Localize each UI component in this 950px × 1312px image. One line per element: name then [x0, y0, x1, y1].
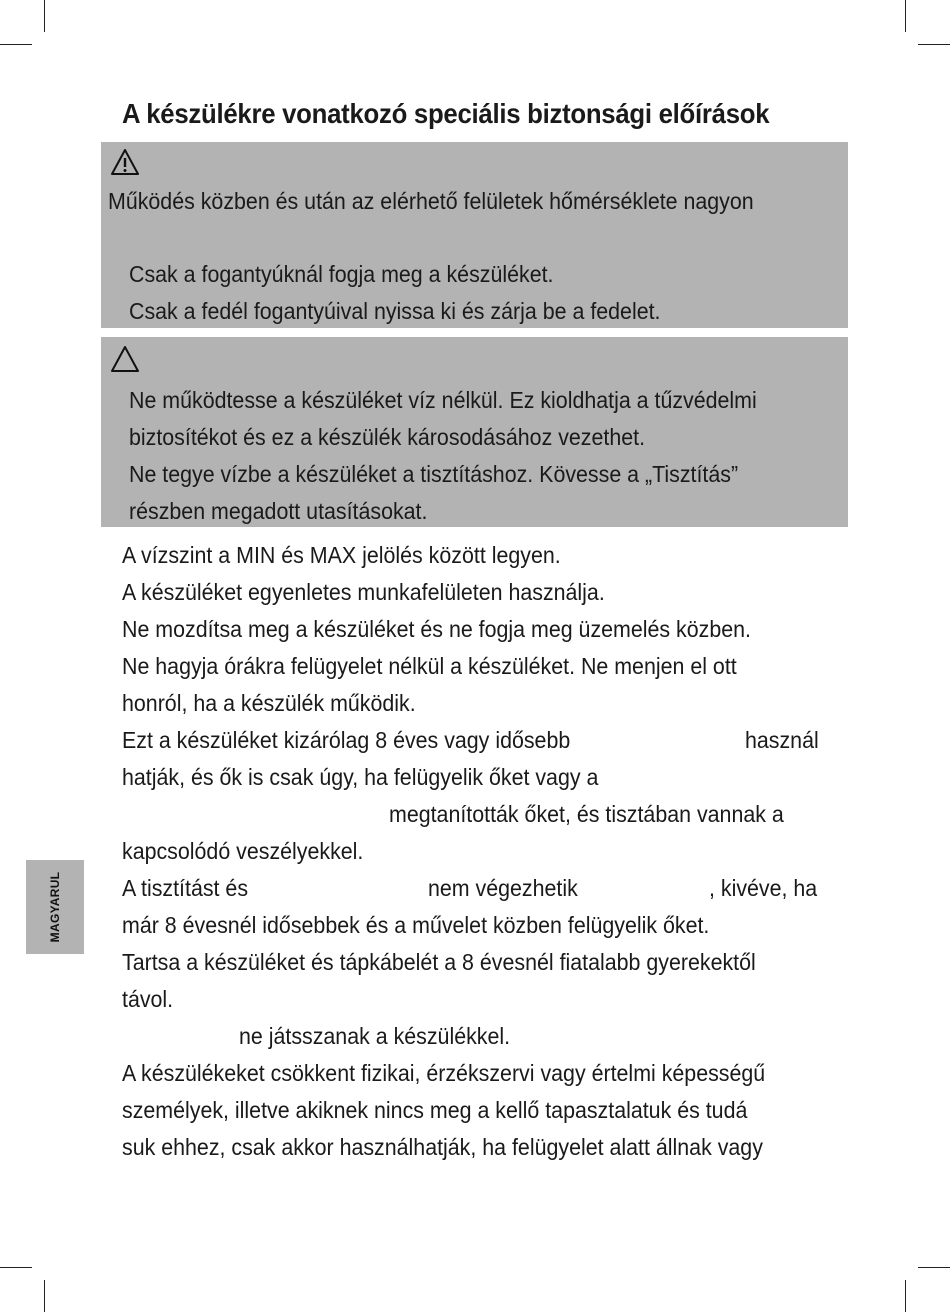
box1-line: Csak a fedél fogantyúival nyissa ki és zárja be a fedelet. — [129, 298, 661, 324]
body-line: nem végezhetik — [428, 875, 578, 901]
body-line: A készülékeket csökkent fizikai, érzékszervi vagy értelmi képességű — [122, 1060, 766, 1086]
crop-mark — [44, 1280, 45, 1312]
body-line: személyek, illetve akiknek nincs meg a kellő tapasztalatuk és tudá — [122, 1097, 748, 1123]
body-line: , kivéve, ha — [709, 875, 818, 901]
warning-triangle-icon — [110, 148, 140, 176]
body-line: honról, ha a készülék működik. — [122, 690, 416, 716]
body-line: suk ehhez, csak akkor használhatják, ha felügyelet alatt állnak vagy — [122, 1134, 763, 1160]
crop-mark — [44, 0, 45, 32]
page-title: A készülékre vonatkozó speciális biztonsági előírások — [122, 98, 770, 129]
crop-mark — [0, 44, 32, 45]
body-line: Ne mozdítsa meg a készüléket és ne fogja meg üzemelés közben. — [122, 616, 751, 642]
crop-mark — [905, 1280, 906, 1312]
crop-mark — [918, 44, 950, 45]
body-line: Tartsa a készüléket és tápkábelét a 8 évesnél fiatalabb gyerekektől — [122, 949, 756, 975]
crop-mark — [905, 0, 906, 32]
crop-mark — [918, 1267, 950, 1268]
body-line: A vízszint a MIN és MAX jelölés között legyen. — [122, 542, 561, 568]
body-line: távol. — [122, 986, 174, 1012]
body-line: már 8 évesnél idősebbek és a művelet közben felügyelik őket. — [122, 912, 710, 938]
body-line: használ — [745, 727, 819, 753]
language-tab-label: MAGYARUL — [48, 871, 62, 943]
box1-line: Működés közben és után az elérhető felületek hőmérséklete nagyon — [108, 188, 754, 214]
box2-line: Ne működtesse a készüléket víz nélkül. Ez kioldhatja a tűzvédelmi — [129, 387, 757, 413]
box1-line: Csak a fogantyúknál fogja meg a készüléket. — [129, 261, 554, 287]
body-line: ne játsszanak a készülékkel. — [239, 1023, 511, 1049]
body-line: A készüléket egyenletes munkafelületen használja. — [122, 579, 605, 605]
body-line: A tisztítást és — [122, 875, 249, 901]
body-line: kapcsolódó veszélyekkel. — [122, 838, 364, 864]
box2-line: részben megadott utasításokat. — [129, 498, 428, 524]
body-line: hatják, és ők is csak úgy, ha felügyelik őket vagy a — [122, 764, 599, 790]
box2-line: biztosítékot és ez a készülék károsodásához vezethet. — [129, 424, 646, 450]
body-line: Ezt a készüléket kizárólag 8 éves vagy idősebb — [122, 727, 571, 753]
box2-line: Ne tegye vízbe a készüléket a tisztításhoz. Kövesse a „Tisztítás” — [129, 461, 739, 487]
body-line: megtanították őket, és tisztában vannak a — [389, 801, 784, 827]
body-line: Ne hagyja órákra felügyelet nélkül a készüléket. Ne menjen el ott — [122, 653, 737, 679]
language-tab — [26, 860, 84, 954]
crop-mark — [0, 1267, 32, 1268]
caution-triangle-icon — [110, 345, 140, 373]
